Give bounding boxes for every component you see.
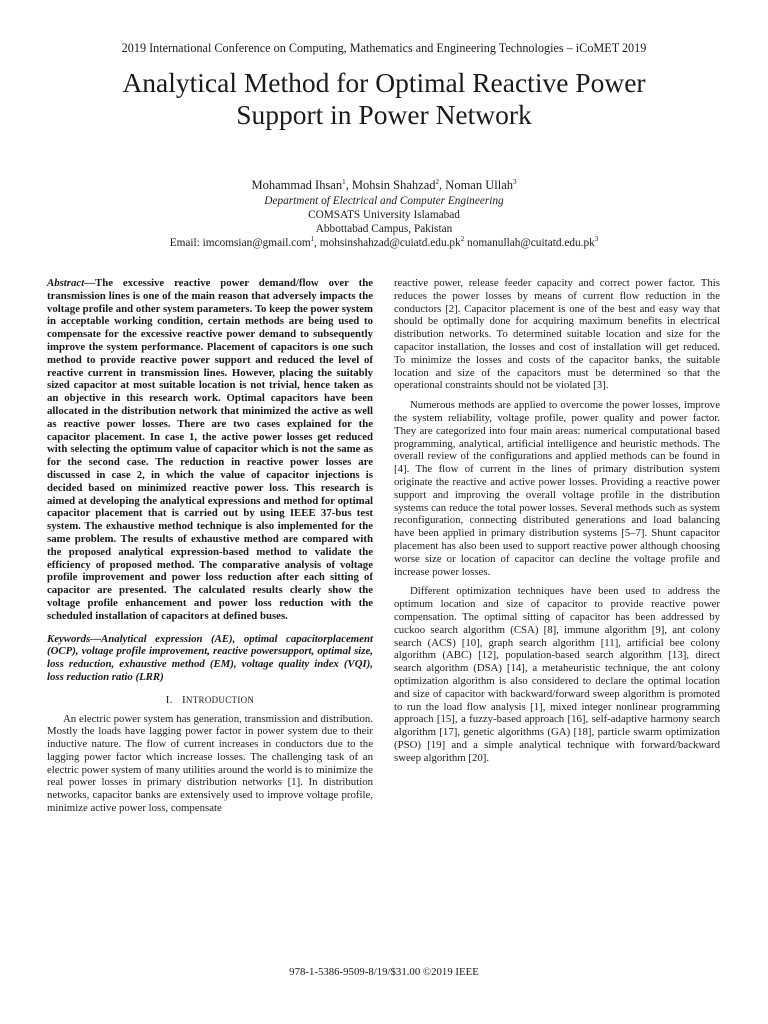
section-heading-introduction: [47, 694, 373, 707]
email-3: nomanullah@cuitatd.edu.pk: [467, 237, 595, 249]
title-line-2: Support in Power Network: [236, 99, 532, 130]
affiliation-campus: Abbottabad Campus, Pakistan: [315, 223, 453, 235]
intro-paragraph-1: An electric power system has generation, transmission and distribution. Mostly the loads have lagging power factor in power system due to their inductive nature. The flow of current increases in conductors due to the lagging power factor which increase losses. The challenging task of an electric power system of many utilities around the world is to minimize the real power losses in primary distribution networks [1]. In distribution networks, capacitor banks are extensively used to improve voltage profile, minimize active power loss, compensate: [47, 712, 373, 815]
conference-header: 2019 International Conference on Computing, Mathematics and Engineering Technologies – iCoMET 2019: [121, 41, 647, 55]
email-2-sup: 2: [460, 235, 465, 244]
abstract-label: Abstract—: [47, 277, 95, 289]
left-column: [47, 277, 373, 815]
email-3-sup: 3: [594, 235, 599, 244]
intro-paragraph-1-continued: reactive power, release feeder capacity and correct power factor. This reduces the power losses by means of current flow reduction in the conductors [2]. Capacitor placement is one of the best and easy way that should be optimally done for acquiring maximum benefits in electrical distribution networks. To determined suitable location and size for the capacitor installation, the losses and cost of installation will get reduced. To minimize the losses and costs of the capacitor banks, the suitable location and size of the capacitors must be determined so that the operational constraints should not be violated [3].: [394, 277, 720, 392]
affiliation-department: Department of Electrical and Computer Engineering: [264, 195, 504, 207]
section-title-rest: NTRODUCTION: [185, 694, 255, 705]
intro-paragraph-3: Different optimization techniques have been used to address the optimum location and size of capacitor to provide reactive power compensation. The optimal sitting of capacitor has been addressed by cuckoo search algorithm (CSA) [8], immune algorithm [9], ant colony search (ACS) [10], graph search algorithm [11], artificial bee colony algorithm (ABC) [12], population-based search algorithm [13], direct search algorithm (DSA) [14], a metaheuristic technique, the ant colony optimization algorithm is also considered to declare the optimal location and size of capacitor with backward/forward sweep algorithm is promoted to run the load flow analysis [1], mixed integer nonlinear programming approach [15], a fuzzy-based approach [16], self-adaptive harmony search algorithm [17], genetic algorithms (GA) [18], particle swarm optimization (PSO) [19] and a simple analytical technique with forward/backward sweep algorithm [20].: [394, 585, 720, 764]
author-2-sup: 2: [435, 177, 440, 186]
abstract: [47, 277, 373, 623]
email-1: imcomsian@gmail.com: [202, 237, 311, 249]
email-label: Email:: [169, 237, 203, 249]
author-1-sup: 1: [342, 177, 346, 186]
copyright-footer: 978-1-5386-9509-8/19/$31.00 ©2019 IEEE: [289, 966, 479, 978]
author-1: Mohammad Ihsan: [251, 178, 343, 192]
keywords-label: Keywords—: [47, 632, 101, 645]
email-2: mohsinshahzad@cuiatd.edu.pk: [319, 237, 461, 249]
keywords: [47, 633, 373, 684]
author-3: Noman Ullah: [445, 178, 513, 192]
author-list: Mohammad Ihsan$^1$, Mohsin Shahzad$^2$, Noman Ullah$^3$: [251, 177, 517, 192]
section-number: I.: [165, 693, 173, 706]
abstract-text: The excessive reactive power demand/flow over the transmission lines is one of the main reason that adversely impacts the voltage profile and other system parameters. To keep the power system in acceptable working condition, certain methods are being used to compensate for the excessive reactive power demand to subsequently improve the system performance. Placement of capacitors is one such method to provide reactive power support and reduced the level of reactive current in transmission lines. However, placing the suitably sized capacitor at most suitable location is not trivial, hence taken as an objective in this research work. Optimal capacitors have been allocated in the distribution network that minimized the active as well as reactive power losses. There are two cases explained for the capacitor placement. In case 1, the active power losses get reduced with selecting the optimum value of capacitor which is not the same as for the second case. The reduction in reactive power losses are discussed in case 2, in which the value of capacitor injections is decided based on minimized reactive power loss. This research is aimed at developing the analytical expressions and method for optimal capacitor placement that is carried out by using IEEE 37-bus test system. The exhaustive method technique is also implemented for the same problem. The results of exhaustive method are compared with the proposed analytical expression-based method to validate the efficiency of proposed method. The comparative analysis of voltage profile improvement and power loss reduction after each sitting of capacitor are presented. The calculated results clearly show the voltage profile enhancement and power loss reduction with the scheduled installation of capacitors at defined buses.: [47, 277, 373, 622]
author-2: Mohsin Shahzad: [351, 178, 436, 192]
section-title-initial: I: [181, 693, 186, 706]
affiliation-emails: Email: imcomsian@gmail.com$^1$, $mohsinshahzad@cuiatd.edu.pk^2$ $nomanullah@cuitatd.edu.pk^3$: [169, 235, 599, 249]
title-line-1: Analytical Method for Optimal Reactive Power: [122, 67, 646, 98]
keywords-text: Analytical expression (AE), optimal capacitorplacement (OCP), voltage profile improvement, reactive powersupport, optimal size, loss reduction, exhaustive method (EM), voltage quality index (VQI), loss reduction ratio (LRR): [47, 632, 373, 683]
email-1-sup: 1: [310, 235, 315, 244]
paper-title: [40, 67, 728, 131]
affiliation-university: COMSATS University Islamabad: [308, 209, 460, 221]
author-3-sup: 3: [513, 177, 517, 186]
intro-paragraph-2: Numerous methods are applied to overcome the power losses, improve the system reliability, voltage profile, power quality and power factor. They are categorized into four main areas: numerical computational based programming, analytical, artificial intelligence and heuristic methods. The overall review of the configurations and applied methods can be found in [4]. The flow of current in the lines of primary distribution system originate the reactive and active power losses. Providing a reactive power support and improving the overall voltage profile in the distribution systems can reduce the total power losses. Several methods such as system reconfiguration, connecting distributed generations and load balancing have been applied in primary distribution systems [5–7]. Shunt capacitor placement has also been used to support reactive power although choosing worse size or location of capacitor can decline the voltage profile and increase power losses.: [394, 399, 720, 578]
right-column: [394, 277, 720, 764]
